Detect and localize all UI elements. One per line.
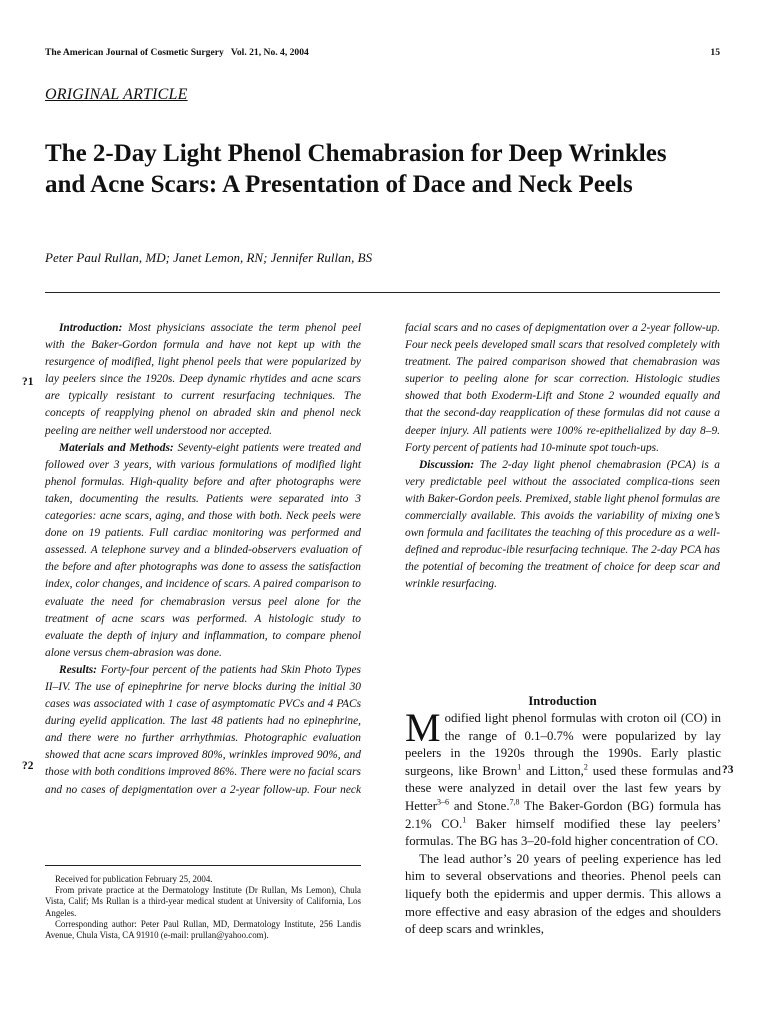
abstract-results xyxy=(45,662,361,799)
journal-citation: The American Journal of Cosmetic Surgery Vol. 21, No. 4, 2004 xyxy=(45,47,309,58)
header-divider xyxy=(45,292,720,293)
abstract-right-column xyxy=(405,320,720,594)
citation-ref: 3–6 xyxy=(436,797,449,807)
section-label: ORIGINAL ARTICLE xyxy=(45,86,188,103)
footnote-affiliation: From private practice at the Dermatology Institute (Dr Rullan, Ms Lemon), Chula Vista, Calif; Ms Rullan is a third-year medical student at University of California, Los Angeles. xyxy=(45,885,361,918)
intro-text: and Litton, xyxy=(521,763,584,778)
abstract-introduction-heading: Introduction: xyxy=(59,322,123,334)
introduction-heading: Introduction xyxy=(528,694,597,708)
citation-ref: 2 xyxy=(583,762,588,772)
footnotes xyxy=(45,874,361,941)
abstract-left-column xyxy=(45,320,361,799)
footnote-correspondence: Corresponding author: Peter Paul Rullan, MD, Dermatology Institute, 256 Landis Avenue, Chula Vista, CA 91910 (e-mail: prullan@yahoo.com). xyxy=(45,918,361,941)
intro-text: The Baker-Gordon (BG) formula has 2.1% CO. xyxy=(405,798,721,831)
author-list: Peter Paul Rullan, MD; Janet Lemon, RN; Jennifer Rullan, BS xyxy=(45,250,373,265)
introduction-paragraph-2: The lead author’s 20 years of peeling experience has led him to several observations and theories. Phenol peels can liquefy both the epidermis and upper dermis. This allows a more effective and easy abrasion of the edges and shoulders of deep scars and wrinkles, xyxy=(405,851,721,937)
query-marker-2: ?2 xyxy=(22,760,34,772)
abstract-discussion-heading: Discussion: xyxy=(419,458,475,471)
abstract-introduction xyxy=(45,320,361,440)
footnote-received: Received for publication February 25, 2004. xyxy=(55,874,213,884)
abstract-methods xyxy=(45,440,361,662)
introduction-paragraph-1 xyxy=(405,705,722,851)
query-marker-3: ?3 xyxy=(722,764,734,776)
abstract-discussion-text: The 2-day light phenol chemabrasion (PCA) is a very predictable peel without the associated complica-tions seen with Baker-Gordon peels. Premixed, stable light phenol formulas are commercially available. This avoids the variability of mixing one’s own formula and facilitates the teaching of this procedure as a well-defined and reproduc-ible resurfacing technique. The 2-day PCA has the potential of becoming the treatment of choice for deep scar and wrinkle resurfacing. xyxy=(405,458,720,591)
introduction-body xyxy=(405,705,722,939)
abstract-results-continued: facial scars and no cases of depigmentation over a 2-year follow-up. Four neck peels developed small scars that resolved completely with treatment. The paired comparison showed that chemabrasion was superior to peeling alone for scar correction. Histologic studies showed that both Exoderm-Lift and Stone 2 wounded equally and that the second-day reapplication of these formulas did not cause a deeper injury. All patients were 100% re-epithelialized by day 8–9. Forty percent of patients had 10-minute spot touch-ups. xyxy=(405,322,720,454)
abstract-results-text: Forty-four percent of the patients had Skin Photo Types II–IV. The use of epinephrine for nerve blocks during the initial 30 cases was associated with 1 case of asymptomatic PVCs and 4 PACs during eyelid application. The last 48 patients had no epinephrine, and there were no further arrhythmias. Photographic evaluation showed that acne scars improved 80%, wrinkles improved 90%, and those with both conditions improved 86%. There were no facial scars and no cases of depigmentation over a 2-year follow-up. Four neck xyxy=(45,663,361,796)
page-number: 15 xyxy=(710,47,720,58)
intro-text: Baker himself modified these lay peelers’ formulas. The BG has 3–20-fold higher concentration of CO. xyxy=(405,816,721,849)
citation-ref: 1 xyxy=(517,762,522,772)
running-head xyxy=(45,47,720,58)
abstract-introduction-text: Most physicians associate the term phenol peel with the Baker-Gordon formula and have not kept up with the resurgence of modified, light phenol peels that were popularized by lay peelers since the 1920s. Deep dynamic rhytides and acne scars are typically resistant to current resurfacing techniques. The concepts of reapplying phenol on abraded skin and phenol neck peeling are neither well understood nor accepted. xyxy=(45,322,361,437)
intro-text: used these formulas and these were analyzed in detail over the last few years by Hetter xyxy=(405,763,722,813)
article-title: The 2-Day Light Phenol Chemabrasion for Deep Wrinkles and Acne Scars: A Presentation of Dace and Neck Peels xyxy=(45,140,667,198)
footnote-divider xyxy=(45,865,361,866)
intro-text: and Stone. xyxy=(448,798,510,813)
abstract-discussion xyxy=(405,457,720,594)
abstract-results-heading: Results: xyxy=(59,663,97,676)
citation-ref: 7,8 xyxy=(509,797,520,807)
abstract-methods-heading: Materials and Methods: xyxy=(59,441,174,454)
citation-ref: 1 xyxy=(462,815,467,825)
abstract-methods-text: Seventy-eight patients were treated and followed over 3 years, with various formulations of modified light phenol formulas. High-quality before and after photographs were taken, documenting the results. Patients were separated into 3 categories: acne scars, aging, and those with both. Neck peels were done on 19 patients. Full cardiac monitoring was performed and assessed. A telephone survey and a blinded-observers evaluation of the before and after photographs was done to assess the satisfaction index, color changes, and incidence of scars. A paired comparison to evaluate the need for chemabrasion versus peel alone for the treatment of acne scars was performed. A histologic study to evaluate the depth of injury and inflammation, to compare phenol alone versus chem-abrasion was done. xyxy=(45,441,362,659)
intro-text: odified light phenol formulas with croton oil (CO) in the range of 0.1–0.7% were popularized by lay peelers in the 1920s through the 1990s. Early plastic surgeons, like Brown xyxy=(405,711,721,778)
drop-cap: M xyxy=(405,705,441,750)
query-marker-1: ?1 xyxy=(22,376,34,388)
